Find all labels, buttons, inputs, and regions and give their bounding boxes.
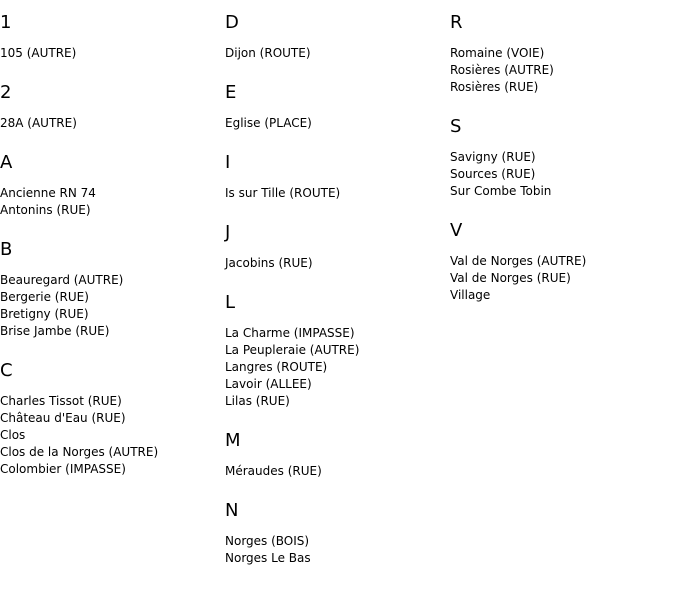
street-item[interactable]: Colombier (IMPASSE) [0, 462, 126, 476]
street-item[interactable]: Lilas (RUE) [225, 394, 290, 408]
street-item[interactable]: Beauregard (AUTRE) [0, 273, 124, 287]
street-item[interactable]: Clos de la Norges (AUTRE) [0, 445, 159, 459]
letter-heading: L [225, 292, 236, 313]
letter-group [225, 222, 445, 272]
street-item[interactable]: Village [450, 288, 491, 302]
street-item[interactable]: Langres (ROUTE) [225, 360, 328, 374]
letter-group [0, 360, 220, 478]
street-item[interactable]: Jacobins (RUE) [225, 256, 313, 270]
letter-heading: E [225, 82, 237, 103]
street-item[interactable]: Dijon (ROUTE) [225, 46, 311, 60]
letter-heading: I [225, 152, 231, 173]
street-item[interactable]: Château d'Eau (RUE) [0, 411, 126, 425]
street-item[interactable]: Antonins (RUE) [0, 203, 91, 217]
street-item[interactable]: 28A (AUTRE) [0, 116, 77, 130]
street-index-column-1 [0, 12, 220, 498]
letter-heading: A [0, 152, 13, 173]
street-item[interactable]: Charles Tissot (RUE) [0, 394, 122, 408]
letter-heading: V [450, 220, 463, 241]
street-item[interactable]: Norges (BOIS) [225, 534, 310, 548]
street-item[interactable]: Romaine (VOIE) [450, 46, 545, 60]
street-item[interactable]: La Peupleraie (AUTRE) [225, 343, 360, 357]
letter-heading: N [225, 500, 239, 521]
letter-group [0, 152, 220, 219]
letter-group [0, 12, 220, 62]
street-item[interactable]: Lavoir (ALLEE) [225, 377, 312, 391]
street-item[interactable]: Rosières (RUE) [450, 80, 539, 94]
letter-heading: S [450, 116, 462, 137]
letter-group [225, 292, 445, 410]
street-item[interactable]: Bergerie (RUE) [0, 290, 89, 304]
letter-group [225, 430, 445, 480]
letter-heading: J [225, 222, 231, 243]
letter-group [0, 82, 220, 132]
letter-group [225, 82, 445, 132]
street-item[interactable]: Eglise (PLACE) [225, 116, 312, 130]
street-item[interactable]: Savigny (RUE) [450, 150, 536, 164]
letter-heading: R [450, 12, 463, 33]
street-item[interactable]: Rosières (AUTRE) [450, 63, 554, 77]
letter-heading: M [225, 430, 241, 451]
letter-group [450, 220, 670, 304]
street-index-column-2 [225, 12, 445, 587]
letter-group [225, 152, 445, 202]
letter-group [450, 12, 670, 96]
street-item[interactable]: Is sur Tille (ROUTE) [225, 186, 341, 200]
letter-group [225, 500, 445, 567]
street-item[interactable]: Bretigny (RUE) [0, 307, 89, 321]
letter-heading: 2 [0, 82, 12, 103]
street-item[interactable]: Clos [0, 428, 26, 442]
street-item[interactable]: Val de Norges (AUTRE) [450, 254, 587, 268]
street-index-column-3 [450, 12, 670, 324]
letter-heading: D [225, 12, 239, 33]
street-item[interactable]: Sources (RUE) [450, 167, 536, 181]
letter-heading: 1 [0, 12, 12, 33]
letter-group [450, 116, 670, 200]
letter-heading: C [0, 360, 13, 381]
street-item[interactable]: 105 (AUTRE) [0, 46, 77, 60]
letter-heading: B [0, 239, 13, 260]
street-item[interactable]: Val de Norges (RUE) [450, 271, 571, 285]
letter-group [0, 239, 220, 340]
street-item[interactable]: Méraudes (RUE) [225, 464, 322, 478]
street-item[interactable]: Sur Combe Tobin [450, 184, 552, 198]
street-item[interactable]: La Charme (IMPASSE) [225, 326, 355, 340]
street-item[interactable]: Brise Jambe (RUE) [0, 324, 110, 338]
street-item[interactable]: Ancienne RN 74 [0, 186, 96, 200]
street-item[interactable]: Norges Le Bas [225, 551, 311, 565]
letter-group [225, 12, 445, 62]
